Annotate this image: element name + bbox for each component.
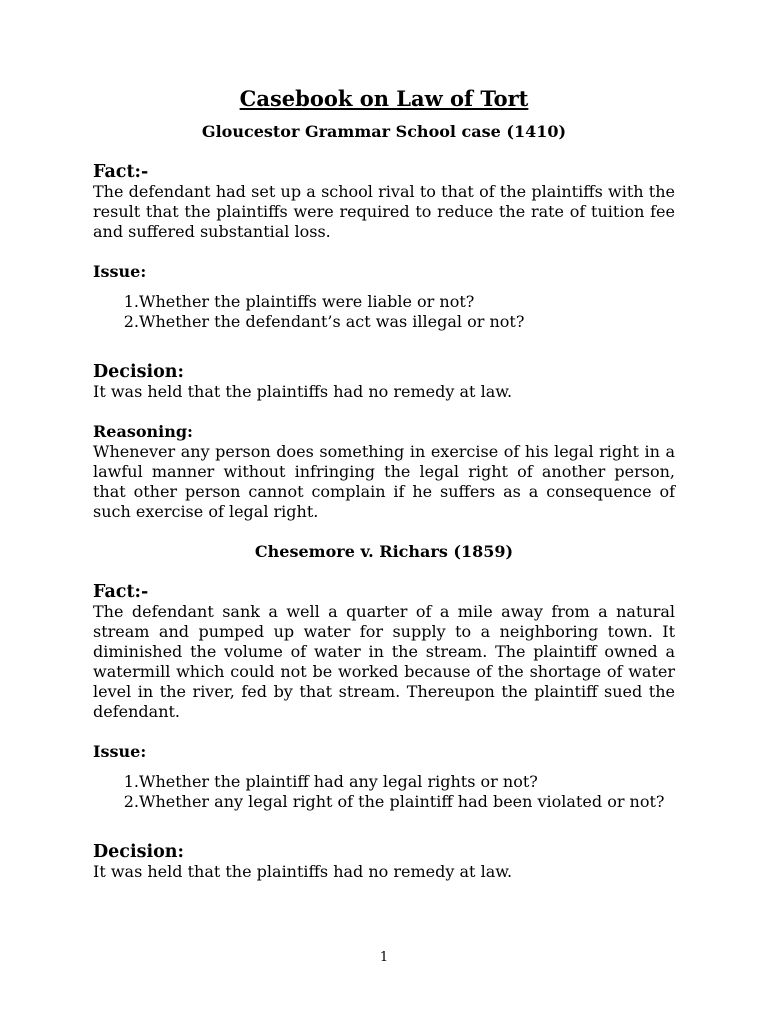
- issue-number: 1.: [123, 772, 139, 791]
- issue-item: [93, 292, 675, 312]
- fact-heading: Fact:-: [93, 162, 149, 182]
- issue-text: Whether the plaintiff had any legal rights or not?: [139, 772, 538, 791]
- case-title: Chesemore v. Richars (1859): [254, 542, 514, 561]
- issue-list: [93, 292, 675, 332]
- issue-number: 1.: [123, 292, 139, 311]
- issue-number: 2.: [123, 312, 139, 331]
- issue-item: [93, 772, 675, 792]
- decision-paragraph: It was held that the plaintiffs had no remedy at law.: [93, 862, 513, 881]
- issue-number: 2.: [123, 792, 139, 811]
- fact-paragraph: The defendant had set up a school rival to that of the plaintiffs with the result that the plaintiffs were required to reduce the rate of tuition fee and suffered substantial loss.: [93, 182, 675, 241]
- issue-item: [93, 312, 675, 332]
- decision-heading: Decision:: [93, 362, 184, 382]
- issue-list: [93, 772, 675, 812]
- document-title: Casebook on Law of Tort: [239, 86, 529, 111]
- decision-paragraph: It was held that the plaintiffs had no remedy at law.: [93, 382, 513, 401]
- issue-heading: Issue:: [93, 262, 147, 281]
- issue-heading: Issue:: [93, 742, 147, 761]
- page-content: [93, 84, 675, 882]
- fact-heading: Fact:-: [93, 582, 149, 602]
- issue-text: Whether the plaintiffs were liable or not?: [139, 292, 475, 311]
- reasoning-heading: Reasoning:: [93, 422, 193, 441]
- page-number: 1: [379, 950, 389, 965]
- reasoning-paragraph: Whenever any person does something in exercise of his legal right in a lawful manner without infringing the legal right of another person, that other person cannot complain if he suffers as a consequence of such exercise of legal right.: [93, 442, 675, 521]
- issue-text: Whether any legal right of the plaintiff had been violated or not?: [139, 792, 665, 811]
- issue-item: [93, 792, 675, 812]
- case-title: Gloucestor Grammar School case (1410): [201, 122, 567, 141]
- fact-paragraph: The defendant sank a well a quarter of a mile away from a natural stream and pumped up water for supply to a neighboring town. It diminished the volume of water in the stream. The plaintiff owned a watermill which could not be worked because of the shortage of water level in the river, fed by that stream. Thereupon the plaintiff sued the defendant.: [93, 602, 675, 721]
- issue-text: Whether the defendant’s act was illegal or not?: [139, 312, 525, 331]
- decision-heading: Decision:: [93, 842, 184, 862]
